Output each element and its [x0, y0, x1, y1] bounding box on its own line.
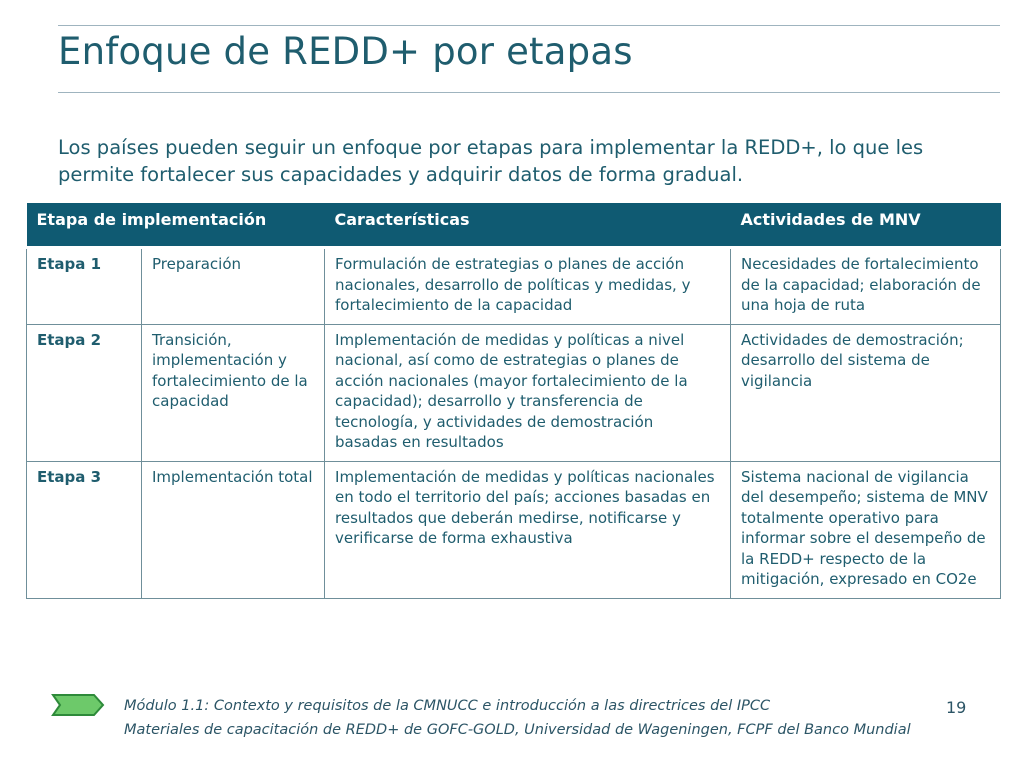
slide-title: Enfoque de REDD+ por etapas — [58, 30, 633, 73]
header-characteristics: Características — [325, 203, 731, 248]
stage-id-cell: Etapa 3 — [27, 461, 142, 598]
characteristics-cell: Formulación de estrategias o planes de acción nacionales, desarrollo de políticas y medidas, y fortalecimiento de la capacidad — [325, 248, 731, 325]
footer-credits-text: Materiales de capacitación de REDD+ de GOFC-GOLD, Universidad de Wageningen, FCPF del Banco Mundial — [124, 722, 911, 738]
stage-id-cell: Etapa 2 — [27, 324, 142, 461]
table-row — [27, 461, 1001, 598]
mrv-cell: Sistema nacional de vigilancia del desempeño; sistema de MNV totalmente operativo para informar sobre el desempeño de la REDD+ respecto de la mitigación, expresado en CO2e — [731, 461, 1001, 598]
mrv-cell: Necesidades de fortalecimiento de la capacidad; elaboración de una hoja de ruta — [731, 248, 1001, 325]
title-underline-rule — [58, 92, 1000, 93]
stage-name-cell: Preparación — [142, 248, 325, 325]
intro-text: Los países pueden seguir un enfoque por etapas para implementar la REDD+, lo que les permite fortalecer sus capacidades y adquirir datos de forma gradual. — [58, 136, 924, 186]
table-row — [27, 324, 1001, 461]
stage-name-cell: Implementación total — [142, 461, 325, 598]
top-rule — [58, 25, 1000, 26]
header-stage: Etapa de implementación — [27, 203, 325, 248]
characteristics-cell: Implementación de medidas y políticas a nivel nacional, así como de estrategias o planes de acción nacionales (mayor fortalecimiento de la capacidad); desarrollo y transferencia de tecnología, y actividades de demostración basadas en resultados — [325, 324, 731, 461]
table-header-row — [27, 203, 1001, 248]
stage-id-cell: Etapa 1 — [27, 248, 142, 325]
stage-name-cell: Transición, implementación y fortalecimiento de la capacidad — [142, 324, 325, 461]
page-number: 19 — [946, 698, 967, 717]
header-mrv-activities: Actividades de MNV — [731, 203, 1001, 248]
characteristics-cell: Implementación de medidas y políticas nacionales en todo el territorio del país; acciones basadas en resultados que deberán medirse, notificarse y verificarse de forma exhaustiva — [325, 461, 731, 598]
footer-module-text: Módulo 1.1: Contexto y requisitos de la CMNUCC e introducción a las directrices del IPCC — [124, 698, 771, 714]
stages-table — [26, 203, 1001, 599]
mrv-cell: Actividades de demostración; desarrollo del sistema de vigilancia — [731, 324, 1001, 461]
green-chevron-arrow-icon — [50, 692, 106, 718]
table-row — [27, 248, 1001, 325]
